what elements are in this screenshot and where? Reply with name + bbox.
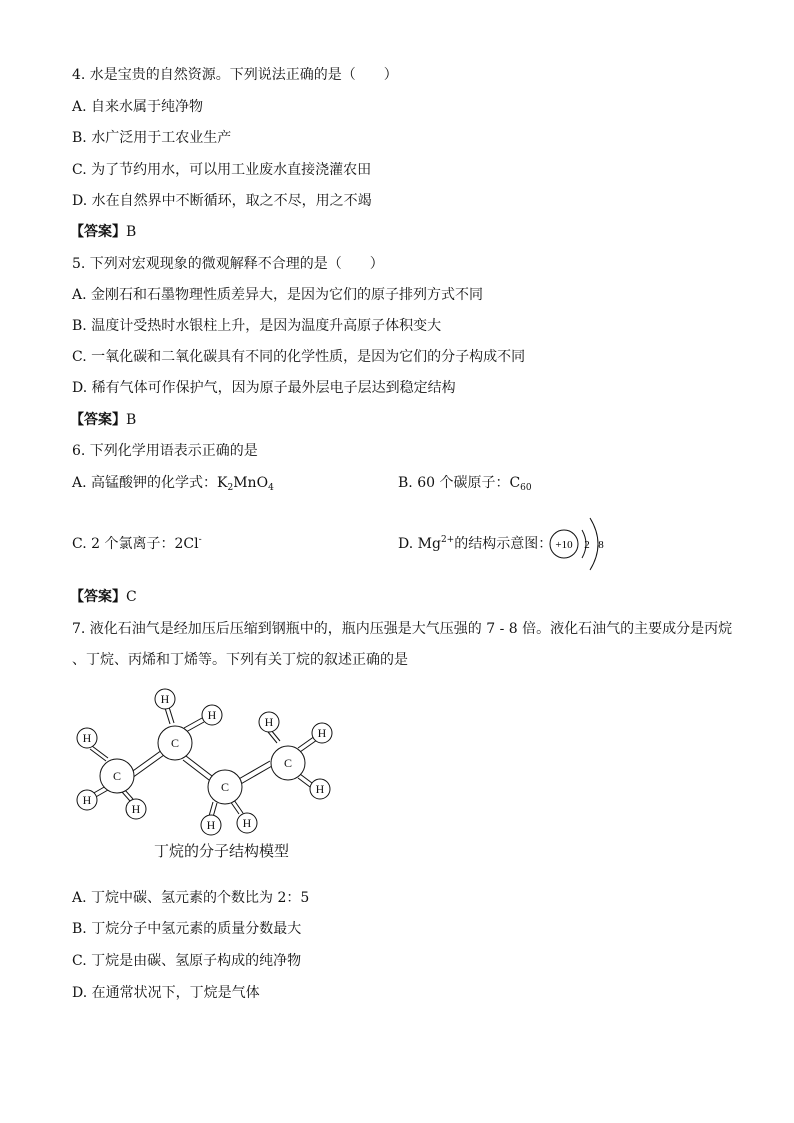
q5-option-c: C. 一氧化碳和二氧化碳具有不同的化学性质，是因为它们的分子构成不同 bbox=[72, 349, 526, 365]
carbon-label: C bbox=[170, 736, 180, 750]
subscript: 60 bbox=[520, 483, 532, 493]
answer-value: C bbox=[126, 589, 137, 605]
q5-answer bbox=[70, 411, 136, 429]
carbon-label: C bbox=[112, 769, 122, 783]
q7-stem-line-1: 7. 液化石油气是经加压后压缩到钢瓶中的，瓶内压强是大气压强的 7 - 8 倍。液化石油气的主要成分是丙烷 bbox=[72, 621, 733, 637]
q5-option-a: A. 金刚石和石墨物理性质差异大，是因为它们的原子排列方式不同 bbox=[72, 287, 484, 303]
q6-option-c-text: C. 2 个氯离子：2Cl bbox=[72, 536, 199, 552]
carbon-label: C bbox=[220, 780, 230, 794]
q6-option-d-text: D. Mg bbox=[398, 536, 441, 552]
shell-2-electrons: 8 bbox=[598, 539, 604, 551]
q7-option-b: B. 丁烷分子中氢元素的质量分数最大 bbox=[72, 921, 302, 937]
answer-value: B bbox=[126, 224, 137, 240]
q7-option-c: C. 丁烷是由碳、氢原子构成的纯净物 bbox=[72, 953, 302, 969]
hydrogen-label: H bbox=[82, 731, 92, 745]
q6-option-a-text: A. 高锰酸钾的化学式：K bbox=[72, 475, 228, 491]
q6-option-d-suffix: 的结构示意图： bbox=[454, 536, 553, 552]
nucleus-charge: +10 bbox=[555, 539, 573, 551]
shell-arc-2 bbox=[590, 518, 598, 570]
q6-answer bbox=[70, 588, 137, 606]
hydrogen-label: H bbox=[207, 708, 217, 722]
superscript: - bbox=[198, 535, 202, 545]
hydrogen-label: H bbox=[242, 816, 252, 830]
q4-answer bbox=[70, 223, 136, 241]
answer-tag: 【答案】 bbox=[70, 589, 126, 605]
q7-option-a: A. 丁烷中碳、氢元素的个数比为 2：5 bbox=[72, 890, 310, 906]
atoms bbox=[77, 689, 332, 835]
carbon-label: C bbox=[283, 756, 293, 770]
q6-option-b-text: B. 60 个碳原子：C bbox=[398, 475, 521, 491]
hydrogen-label: H bbox=[315, 782, 325, 796]
hydrogen-label: H bbox=[160, 692, 170, 706]
answer-tag: 【答案】 bbox=[70, 412, 126, 428]
q6-stem: 6. 下列化学用语表示正确的是 bbox=[72, 443, 258, 459]
hydrogen-label: H bbox=[264, 715, 274, 729]
q6-option-d bbox=[398, 531, 552, 553]
q4-stem: 4. 水是宝贵的自然资源。下列说法正确的是（ ） bbox=[72, 67, 398, 83]
q5-stem: 5. 下列对宏观现象的微观解释不合理的是（ ） bbox=[72, 256, 384, 272]
q4-option-c: C. 为了节约用水，可以用工业废水直接浇灌农田 bbox=[72, 162, 372, 178]
hydrogen-label: H bbox=[82, 793, 92, 807]
q6-option-a bbox=[72, 474, 274, 497]
mg-ion-structure-diagram bbox=[548, 510, 618, 578]
q7-stem-line-2: 、丁烷、丙烯和丁烯等。下列有关丁烷的叙述正确的是 bbox=[72, 652, 408, 668]
q6-option-b bbox=[398, 474, 532, 497]
q7-option-d: D. 在通常状况下，丁烷是气体 bbox=[72, 985, 260, 1001]
q5-option-d: D. 稀有气体可作保护气，因为原子最外层电子层达到稳定结构 bbox=[72, 380, 456, 396]
hydrogen-label: H bbox=[317, 726, 327, 740]
butane-molecule-model bbox=[72, 688, 352, 863]
hydrogen-label: H bbox=[206, 818, 216, 832]
subscript: 4 bbox=[268, 483, 274, 493]
hydrogen-label: H bbox=[131, 802, 141, 816]
q5-option-b: B. 温度计受热时水银柱上升，是因为温度升高原子体积变大 bbox=[72, 318, 442, 334]
subscript: 2 bbox=[227, 483, 234, 493]
molecule-caption: 丁烷的分子结构模型 bbox=[154, 842, 290, 860]
superscript: 2+ bbox=[440, 535, 455, 545]
q6-option-a-mid: MnO bbox=[233, 475, 269, 491]
q4-option-a: A. 自来水属于纯净物 bbox=[72, 99, 204, 115]
q4-option-d: D. 水在自然界中不断循环，取之不尽，用之不竭 bbox=[72, 193, 372, 209]
answer-tag: 【答案】 bbox=[70, 224, 126, 240]
q4-option-b: B. 水广泛用于工农业生产 bbox=[72, 130, 232, 146]
q6-option-c bbox=[72, 531, 202, 553]
answer-value: B bbox=[126, 412, 137, 428]
shell-1-electrons: 2 bbox=[584, 539, 590, 551]
